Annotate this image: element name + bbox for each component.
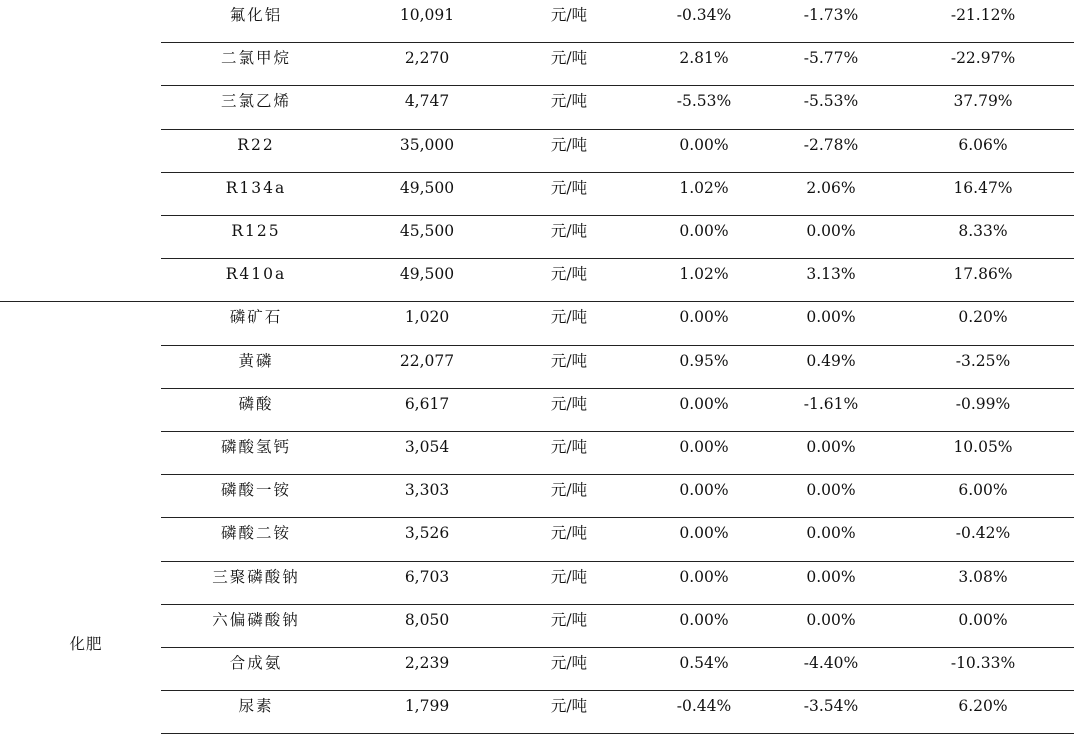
cell-chg3: 16.47%: [953, 178, 1013, 197]
cell-name: 尿素: [238, 697, 274, 716]
cell-chg3: -0.99%: [955, 394, 1011, 413]
cell-name: R125: [231, 222, 281, 240]
cell-unit: 元/吨: [550, 135, 588, 154]
cell-unit: 元/吨: [550, 394, 588, 413]
cell-chg2: 0.00%: [806, 567, 856, 586]
cell-name: R410a: [225, 265, 287, 284]
table-row: [0, 344, 1080, 387]
cell-name: 氟化铝: [229, 6, 283, 24]
cell-name: 磷酸二铵: [220, 524, 291, 543]
cell-chg2: -5.77%: [803, 49, 859, 68]
category-label: 化肥: [69, 635, 103, 653]
cell-unit: 元/吨: [550, 265, 588, 284]
cell-price: 22,077: [399, 351, 455, 370]
cell-price: 6,703: [404, 567, 450, 586]
table-row: [0, 560, 1080, 603]
cell-chg1: -0.44%: [676, 697, 732, 716]
cell-chg1: 0.00%: [679, 524, 729, 543]
cell-chg1: 2.81%: [679, 49, 729, 68]
cell-chg3: 6.20%: [958, 697, 1008, 716]
cell-chg2: -3.54%: [803, 697, 859, 716]
cell-price: 35,000: [399, 135, 455, 154]
table-row: [0, 689, 1080, 732]
cell-price: 2,239: [404, 654, 450, 672]
cell-price: 3,303: [404, 481, 450, 500]
cell-chg1: -5.53%: [676, 92, 732, 111]
cell-unit: 元/吨: [550, 222, 588, 240]
cell-chg1: 0.00%: [679, 135, 729, 154]
cell-price: 1,799: [404, 697, 450, 716]
cell-chg2: 0.00%: [806, 308, 856, 327]
cell-chg3: 8.33%: [958, 222, 1008, 240]
table-row: [0, 84, 1080, 127]
cell-chg1: 0.00%: [679, 567, 729, 586]
cell-name: R22: [237, 135, 275, 154]
cell-chg1: 0.00%: [679, 438, 729, 456]
cell-chg2: 0.00%: [806, 481, 856, 500]
cell-chg2: 0.00%: [806, 524, 856, 543]
cell-chg1: 0.00%: [679, 222, 729, 240]
cell-chg3: -0.42%: [955, 524, 1011, 543]
cell-price: 4,747: [404, 92, 450, 111]
cell-chg2: 0.00%: [806, 438, 856, 456]
table-row: [0, 41, 1080, 84]
cell-unit: 元/吨: [550, 178, 588, 197]
cell-unit: 元/吨: [550, 49, 588, 68]
cell-price: 49,500: [399, 265, 455, 284]
cell-price: 2,270: [404, 49, 450, 68]
cell-unit: 元/吨: [550, 654, 588, 672]
cell-chg3: 37.79%: [953, 92, 1013, 111]
cell-unit: 元/吨: [550, 567, 588, 586]
cell-price: 45,500: [399, 222, 455, 240]
cell-unit: 元/吨: [550, 351, 588, 370]
cell-chg2: 3.13%: [806, 265, 856, 284]
cell-chg3: 0.20%: [958, 308, 1008, 327]
cell-chg3: 3.08%: [958, 567, 1008, 586]
table-row: [0, 128, 1080, 171]
cell-chg3: -21.12%: [950, 6, 1016, 24]
cell-chg2: -5.53%: [803, 92, 859, 111]
cell-name: 磷酸: [238, 394, 274, 413]
cell-unit: 元/吨: [550, 308, 588, 327]
cell-chg1: 0.00%: [679, 308, 729, 327]
cell-chg2: -2.78%: [803, 135, 859, 154]
table-row: [0, 0, 1080, 41]
cell-chg1: 0.95%: [679, 351, 729, 370]
table-row: [0, 516, 1080, 559]
cell-chg3: -22.97%: [950, 49, 1016, 68]
cell-chg1: 0.54%: [679, 654, 729, 672]
cell-chg3: 6.00%: [958, 481, 1008, 500]
cell-price: 10,091: [399, 6, 455, 24]
cell-name: 合成氨: [229, 654, 283, 672]
cell-chg3: 10.05%: [953, 438, 1013, 456]
cell-unit: 元/吨: [550, 6, 588, 24]
cell-chg1: 0.00%: [679, 481, 729, 500]
cell-unit: 元/吨: [550, 438, 588, 456]
cell-price: 6,617: [404, 394, 450, 413]
cell-chg3: 6.06%: [958, 135, 1008, 154]
cell-chg2: 0.49%: [806, 351, 856, 370]
cell-name: 六偏磷酸钠: [212, 610, 300, 629]
cell-chg1: 1.02%: [679, 178, 729, 197]
row-divider: [161, 733, 1074, 734]
cell-unit: 元/吨: [550, 481, 588, 500]
cell-price: 3,054: [404, 438, 450, 456]
cell-unit: 元/吨: [550, 610, 588, 629]
cell-unit: 元/吨: [550, 524, 588, 543]
cell-chg3: 0.00%: [958, 610, 1008, 629]
cell-name: 磷酸一铵: [220, 481, 291, 500]
cell-name: 三聚磷酸钠: [212, 567, 300, 586]
cell-chg1: 1.02%: [679, 265, 729, 284]
cell-chg2: 0.00%: [806, 222, 856, 240]
cell-name: 二氯甲烷: [220, 49, 291, 68]
cell-chg3: -10.33%: [950, 654, 1016, 672]
table-row: [0, 300, 1080, 343]
cell-chg2: -4.40%: [803, 654, 859, 672]
table-row: [0, 171, 1080, 214]
cell-name: R134a: [225, 178, 287, 197]
table-row: [0, 430, 1080, 473]
table-row: [0, 214, 1080, 257]
cell-name: 磷酸氢钙: [220, 438, 291, 456]
cell-chg1: 0.00%: [679, 394, 729, 413]
cell-price: 8,050: [404, 610, 450, 629]
table-row: [0, 473, 1080, 516]
cell-chg1: -0.34%: [676, 6, 732, 24]
cell-price: 1,020: [404, 308, 450, 327]
cell-name: 黄磷: [238, 351, 274, 370]
table-row: [0, 257, 1080, 300]
cell-chg2: -1.73%: [803, 6, 859, 24]
cell-chg3: 17.86%: [953, 265, 1013, 284]
cell-price: 49,500: [399, 178, 455, 197]
cell-chg2: 0.00%: [806, 610, 856, 629]
cell-name: 磷矿石: [229, 308, 283, 327]
cell-unit: 元/吨: [550, 697, 588, 716]
cell-chg2: 2.06%: [806, 178, 856, 197]
cell-name: 三氯乙烯: [220, 92, 291, 111]
cell-price: 3,526: [404, 524, 450, 543]
cell-chg2: -1.61%: [803, 394, 859, 413]
cell-chg3: -3.25%: [955, 351, 1011, 370]
cell-chg1: 0.00%: [679, 610, 729, 629]
table-row: [0, 387, 1080, 430]
cell-unit: 元/吨: [550, 92, 588, 111]
